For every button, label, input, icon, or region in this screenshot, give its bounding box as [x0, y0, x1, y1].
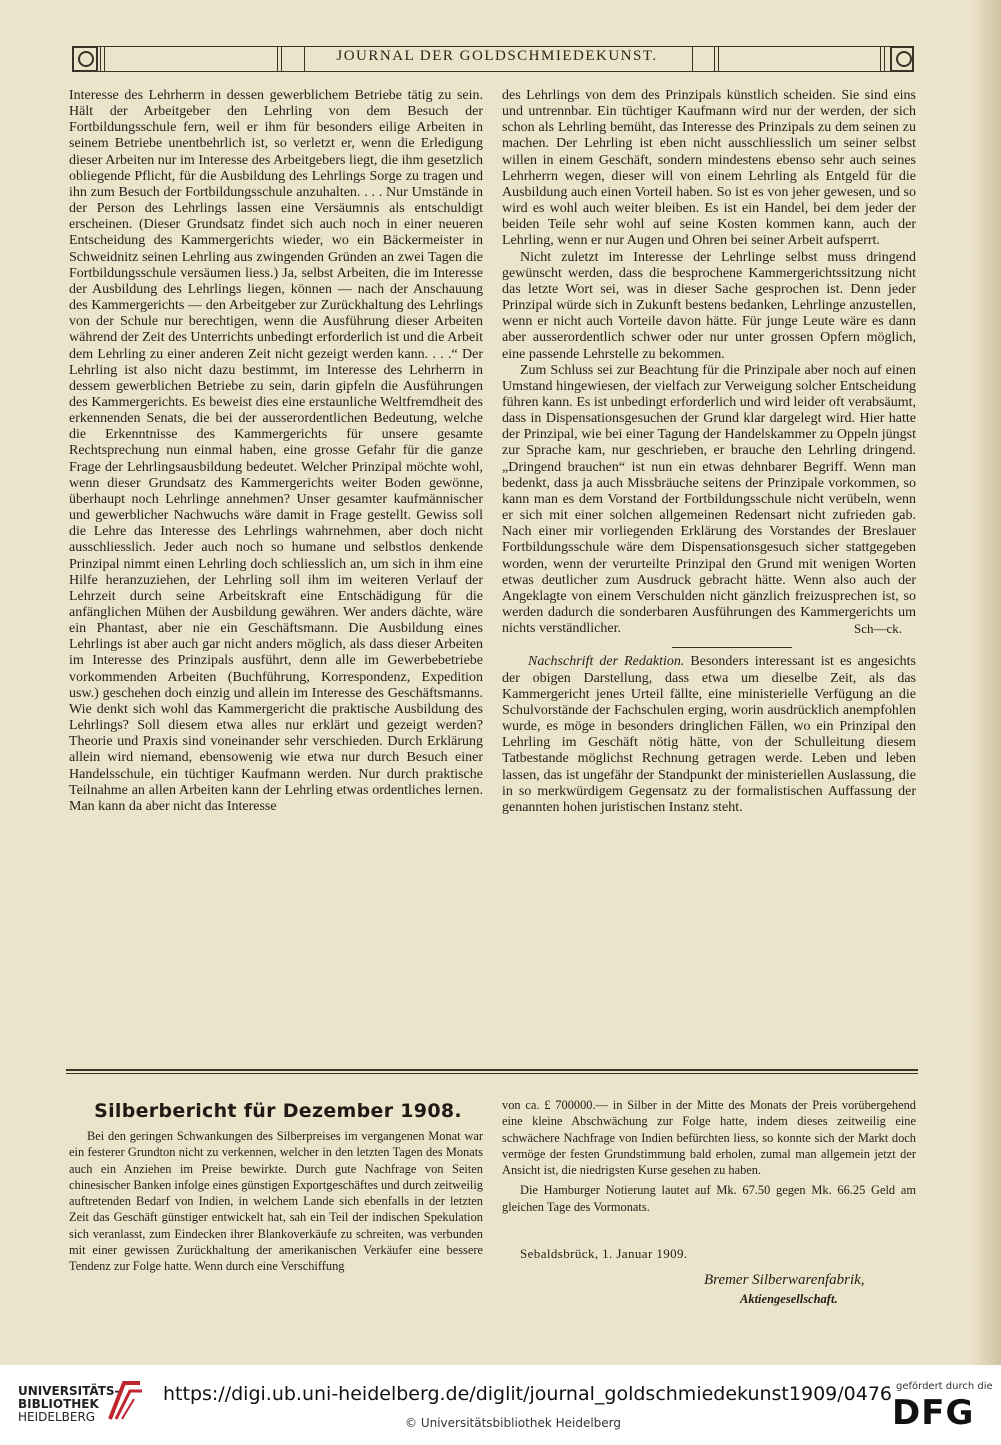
section-divider	[66, 1069, 918, 1071]
left-article-column	[69, 88, 483, 815]
place-date: Sebaldsbrück, 1. Januar 1909.	[520, 1246, 688, 1261]
right-paragraph-1: des Lehrlings von dem des Prinzipals künstlich scheiden. Sie sind eins und untrennbar. Ein tüchtiger Kaufmann wird nur der werden, der sich schon als Lehrling bemüht, das Interesse des Prinzipals zu dem seinen zu machen. Der Lehrling ist eben nicht ausschliesslich um seiner selbst willen in einem Geschäft, sondern mindestens ebenso sehr auch seines Lehrherrn wegen, dieser will von einem Lehrling als Entgeld für die Ausbildung auch einen Vorteil haben. So ist es von jeher gewesen, und so wird es wohl auch weiter bleiben. Es ist ein Handel, bei dem jeder der beiden Teile sehr wohl auf seine Kosten kommen kann, auch der Lehrling, wenn er nur Augen und Ohren bei seiner Arbeit aufsperrt.	[502, 88, 916, 249]
journal-header	[72, 46, 914, 72]
silber-right-text-2: Die Hamburger Notierung lautet auf Mk. 67.50 gegen Mk. 66.25 Geld am gleichen Tage des Vormonats.	[502, 1183, 916, 1214]
silber-right-column	[502, 1097, 916, 1215]
header-ornament-right	[890, 46, 914, 72]
company-type: Aktiengesellschaft.	[740, 1292, 838, 1306]
nachschrift-label: Nachschrift der Redaktion.	[528, 654, 685, 670]
library-logo-text: UNIVERSITÄTS- BIBLIOTHEK HEIDELBERG	[18, 1384, 120, 1424]
silber-left-text: Bei den geringen Schwankungen des Silberpreises im vergangenen Monat war ein festerer Grundton nicht zu verkennen, welcher in den letzten Tagen des Monats auch ein Anziehen im Preise bewirkte. Durch gute Nachfrage von Seiten chinesischer Banken infolge eines günstigen Exportgeschäftes und durch zeitweilig auftretenden Bedarf von Indien, in welchem Lande sich ebenfalls in der letzten Zeit das Geschäft günstiger entwickelt hat, sah ein Teil der indischen Spekulation sich veranlasst, zum Eindecken ihrer Blankoverkäufe zu schreiten, was verbunden mit einer gewissen Zurückhaltung der amerikanischen Verkäufer eine bessere Tendenz zur Folge hatte. Wenn durch eine Verschiffung	[69, 1129, 483, 1274]
silber-heading: Silberbericht für Dezember 1908.	[94, 1100, 462, 1122]
dfg-logo: DFG	[892, 1393, 975, 1433]
journal-title: JOURNAL DER GOLDSCHMIEDEKUNST.	[336, 48, 658, 64]
viewer-footer	[0, 1365, 1001, 1445]
company-name: Bremer Silberwarenfabrik,	[704, 1272, 865, 1288]
right-paragraph-2: Nicht zuletzt im Interesse der Lehrlinge selbst muss dringend gewünscht werden, dass die besprochene Kammergerichtssitzung nicht das letzte Wort sei, was in dieser Sache gesprochen ist. Denn jeder Prinzipal würde sich in Zukunft bestens bedanken, Lehrlinge anzustellen, wenn er nicht auch Vorteile davon hätte. Für junge Leute wäre es dann aber ausserordentlich schwer oder nur unter grossen Opfern möglich, eine passende Lehrstelle zu bekommen.	[502, 249, 916, 362]
right-paragraph-3: Zum Schluss sei zur Beachtung für die Prinzipale aber noch auf einen Umstand hingewiesen, der vielfach zur Verweigung solcher Entscheidung führen kann. Es ist unbedingt erforderlich und wird leider oft verabsäumt, dass in Dispensationsgesuchen der Grund klar dargelegt wird. Hier hatte der Prinzipal, wie bei einer Tagung der Handelskammer zu Oppeln jüngst zur Sprache kam, nur geschrieben, er brauche den Lehrling dringend. „Dringend brauchen“ ist nun ein etwas dehnbarer Begriff. Wenn man bedenkt, dass ja auch Missbräuche seitens der Prinzipale vorkommen, so kann man es dem Vorstand der Fortbildungsschule nicht verübeln, wenn er sich mit einer solchen allgemeinen Redensart nicht zufrieden gab. Nach einer mir vorliegenden Erklärung des Vorstandes der Breslauer Fortbildungsschule wäre dem Dispensationsgesuch sicher stattgegeben worden, wenn der verurteilte Prinzipal den Grund mit wenigen Worten etwas deutlicher zum Ausdruck gebracht hätte. Wenn also auch der Angeklagte von einem Verschulden nicht gänzlich freizusprechen ist, so werden dadurch die sonderbaren Ausführungen des Kammergerichts um nichts verständlicher.	[502, 362, 916, 637]
copyright-notice: © Universitätsbibliothek Heidelberg	[405, 1416, 622, 1430]
nachschrift-text: Besonders interessant ist es angesichts der obigen Darstellung, dass etwa um dieselbe Zeit, als das Kammergericht jenes Urteil fällte, eine ministerielle Verfügung an die Schulvorstände der Fachschulen erging, worin ausdrücklich anempfohlen wurde, es möge in besonders dringlichen Fällen, wo ein Prinzipal den Lehrling im Geschäft nötig hätte, von der Schulleitung diesem Tatbestande möglichst Rechnung getragen werde. Leben und leben lassen, das ist ungefähr der Standpunkt der ministeriellen Auslassung, die in so merkwürdigem Gegensatz zu der formalistischen Auffassung der genannten hohen juristischen Instanz steht.	[502, 654, 916, 815]
source-url-link[interactable]: https://digi.ub.uni-heidelberg.de/diglit/journal_goldschmiedekunst1909/0476	[163, 1383, 892, 1405]
library-logo-icon	[106, 1379, 146, 1423]
header-ornament-left	[72, 46, 98, 72]
funding-label: gefördert durch die	[896, 1381, 993, 1392]
silber-left-column	[69, 1128, 483, 1275]
right-article-column	[502, 88, 916, 816]
left-paragraph: Interesse des Lehrherrn in dessen gewerblichem Betriebe tätig zu sein. Hält der Arbeitgeber den Lehrling von dem Besuch der Fortbildungsschule fern, weil er ihm für besonders eilige Arbeiten in seinem Betriebe unentbehrlich ist, so verletzt er, wenn die Erledigung dieser Arbeiten nur im Interesse des Arbeitgebers liegt, die ihm gesetzlich obliegende Pflicht, für die Ausbildung des Lehrlings Sorge zu tragen und ihn zum Besuch der Fortbildungsschule anzuhalten. . . . Nur Umstände in der Person des Lehrlings lassen eine Versäumnis als entschuldigt erscheinen. (Dieser Grundsatz findet sich auch noch in einer neueren Entscheidung des Kammergerichts wieder, wo ein Bäckermeister in Schweidnitz seinen Lehrling aus zwingenden Gründen an zwei Tagen die Fortbildungsschule versäumen liess.) Ja, selbst Arbeiten, die im Interesse der Ausbildung des Lehrlings liegen, können — nach der Anschauung des Kammergerichts — den Arbeitgeber zur Zurückhaltung des Lehrlings von der Schule nur berechtigen, wenn die Ausführung dieser Arbeiten während der Zeit des Unterrichts unbedingt erforderlich ist und die Arbeit dem Lehrling zu einer anderen Zeit nicht gezeigt werden kann. . . .“ Der Lehrling ist also nicht dazu bestimmt, im Interesse des Lehrherrn in dessem gewerblichen Betriebe zu sein, darin gipfeln die Ausführungen des Kammergerichts. Es beweist dies eine erstaunliche Weltfremdheit des erkennenden Senats, die bei der ausserordentlichen Bedeutung, welche die Erkenntnisse des Kammergerichts für unsere gesamte Rechtsprechung nun einmal haben, eine grosse Gefahr für die ganze Frage der Lehrlingsausbildung bedeutet. Welcher Prinzipal möchte wohl, wenn dieser Grundsatz des Kammergerichts weiter Boden gewönne, überhaupt noch Lehrlinge annehmen? Unser gesamter kaufmännischer und gewerblicher Nachwuchs wäre damit in Frage gestellt. Gewiss soll die Lehre das Interesse des Lehrlings wahrnehmen, aber doch nicht ausschliesslich. Jeder auch noch so humane und selbstlos denkende Prinzipal nimmt einen Lehrling doch schliesslich an, um sich in ihm eine Hilfe heranzuziehen, der Lehrling soll ihm im weiteren Verlauf der Lehrzeit durch seine Arbeitskraft eine Entschädigung für die anfänglichen Mühen der Ausbildung gewähren. Wer anders dächte, wäre ein Phantast, aber nie ein Geschäftsmann. Die Ausbildung eines Lehrlings ist aber auch gar nicht anders möglich, als dass dieser Arbeiten im Interesse des Prinzipals ausführt, denn alle im Gewerbebetriebe vorkommenden Arbeiten (Buchführung, Korrespondenz, Expedition usw.) geschehen doch einzig und allein im Interesse des Geschäftsmanns. Wie denkt sich wohl das Kammergericht die praktische Ausbildung des Lehrlings? Soll diesem etwa alles nur erklärt und gezeigt werden? Theorie und Praxis sind voneinander sehr verschieden. Durch Erklärung allein wird niemand, ebensowenig wie etwa nur durch Besuch einer Handelsschule, ein tüchtiger Kaufmann werden. Nur durch praktische Teilnahme an allen Arbeiten kann der Lehrling etwas ordentliches lernen. Man kann da aber nicht das Interesse	[69, 88, 483, 814]
author-signature: Sch—ck.	[853, 621, 902, 637]
silber-right-text-1: von ca. £ 700000.— in Silber in der Mitte des Monats der Preis vorübergehend eine kleine Abschwächung zur Folge hatte, indem dieses zeitweilig eine schwächere Nachfrage von Indien befürchten liess, so konnte sich der Markt doch vermöge der festen Grundstimmung bald erholen, zumal man allgemein jetzt der Ansicht ist, die niedrigsten Kurse gesehen zu haben.	[502, 1098, 916, 1178]
